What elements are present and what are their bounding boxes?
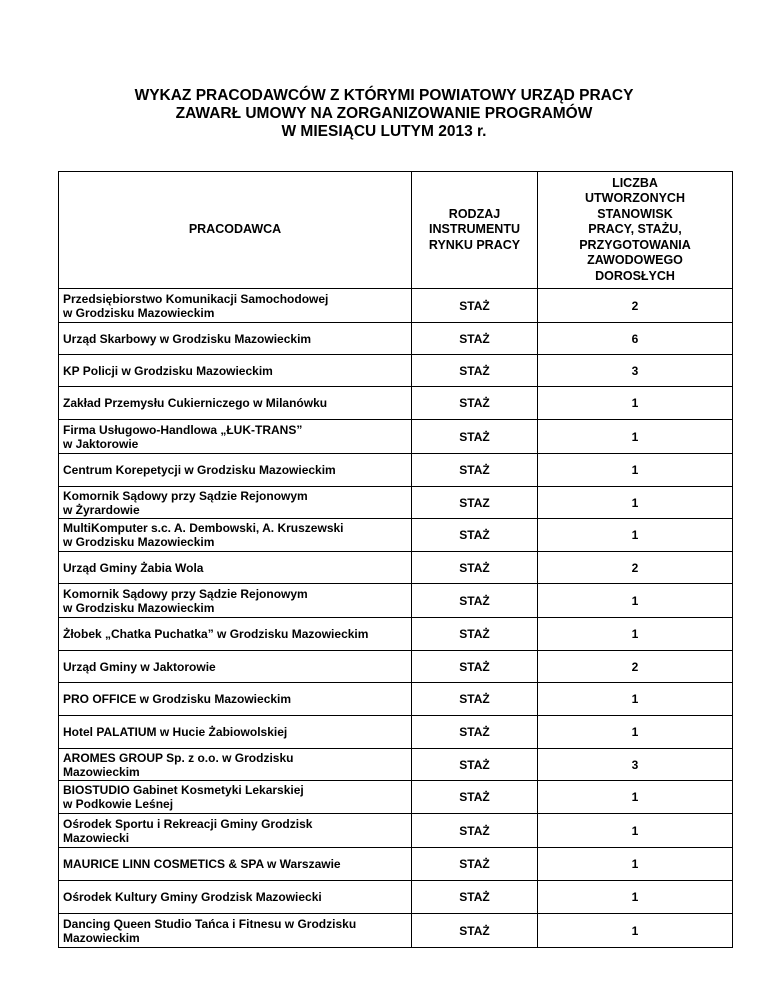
employer-cell [59,420,412,454]
instrument-cell: STAZ [412,487,538,519]
employer-cell [59,618,412,651]
employer-cell [59,323,412,355]
table-row [59,848,733,881]
header-count-line: PRZYGOTOWANIA [579,237,691,252]
document-title [0,87,768,141]
employer-name-line: Mazowiecki [63,830,130,845]
instrument-cell: STAŻ [412,781,538,814]
count-cell: 1 [538,914,733,948]
count-cell: 1 [538,487,733,519]
count-cell: 3 [538,749,733,781]
employer-name-line: Przedsiębiorstwo Komunikacji Samochodowej [63,291,329,306]
employer-cell [59,651,412,683]
employer-name-line: MAURICE LINN COSMETICS & SPA w Warszawie [63,857,341,871]
employer-cell [59,749,412,781]
table-row [59,454,733,487]
count-cell: 2 [538,651,733,683]
count-cell: 2 [538,552,733,584]
instrument-cell: STAŻ [412,584,538,618]
employer-name-line: PRO OFFICE w Grodzisku Mazowieckim [63,692,292,706]
instrument-cell: STAŻ [412,289,538,323]
instrument-cell: STAŻ [412,387,538,420]
instrument-cell: STAŻ [412,420,538,454]
employer-cell [59,914,412,948]
header-count-line: PRACY, STAŻU, [588,222,682,237]
instrument-cell: STAŻ [412,814,538,848]
count-cell: 1 [538,848,733,881]
employer-cell [59,454,412,487]
employer-name-line: Urząd Gminy Żabia Wola [63,560,204,575]
instrument-cell: STAŻ [412,519,538,552]
employer-name-line: Mazowieckim [63,930,140,945]
employer-cell [59,387,412,420]
table-row [59,552,733,584]
employer-name-line: KP Policji w Grodzisku Mazowieckim [63,363,273,378]
employer-cell [59,487,412,519]
employer-cell [59,289,412,323]
header-count-line: DOROSŁYCH [595,268,675,283]
employer-name-line: Ośrodek Sportu i Rekreacji Gminy Grodzisk [63,816,313,831]
header-count [538,172,733,289]
employer-cell [59,355,412,387]
table-row [59,355,733,387]
table-row [59,487,733,519]
table-row [59,914,733,948]
count-cell: 1 [538,683,733,716]
employer-name-line: Zakład Przemysłu Cukierniczego w Milanówku [63,396,328,410]
employer-name-line: Urząd Gminy w Jaktorowie [63,659,216,674]
table-row [59,749,733,781]
header-instrument-line: RYNKU PRACY [428,237,521,252]
count-cell: 2 [538,289,733,323]
instrument-cell: STAŻ [412,552,538,584]
employer-name-line: w Grodzisku Mazowieckim [63,535,215,549]
count-cell: 1 [538,814,733,848]
table-row [59,651,733,683]
table-row [59,289,733,323]
count-cell: 6 [538,323,733,355]
title-line-3: W MIESIĄCU LUTYM 2013 r. [281,123,487,140]
title-line-2: ZAWARŁ UMOWY NA ZORGANIZOWANIE PROGRAMÓW [175,105,593,122]
table-row [59,781,733,814]
instrument-cell: STAŻ [412,618,538,651]
count-cell: 1 [538,716,733,749]
table-row [59,683,733,716]
employer-name-line: Hotel PALATIUM w Hucie Żabiowolskiej [63,725,288,739]
header-instrument [412,172,538,289]
employer-cell [59,584,412,618]
instrument-cell: STAŻ [412,355,538,387]
employer-cell [59,552,412,584]
header-instrument-line: INSTRUMENTU [429,222,520,237]
header-count-line: UTWORZONYCH [585,191,685,206]
header-count-line: LICZBA [612,175,658,190]
employer-name-line: Dancing Queen Studio Tańca i Fitnesu w Grodzisku [63,916,357,931]
count-cell: 1 [538,420,733,454]
instrument-cell: STAŻ [412,323,538,355]
header-count-line: STANOWISK [597,206,673,221]
count-cell: 1 [538,584,733,618]
table-row [59,387,733,420]
employer-name-line: Żłobek „Chatka Puchatka” w Grodzisku Mazowieckim [63,627,369,641]
instrument-cell: STAŻ [412,848,538,881]
table-row [59,618,733,651]
count-cell: 1 [538,881,733,914]
employers-table [58,171,733,948]
table-row [59,420,733,454]
header-employer [59,172,412,289]
employer-cell [59,683,412,716]
count-cell: 1 [538,519,733,552]
employer-name-line: Urząd Skarbowy w Grodzisku Mazowieckim [63,331,312,346]
employer-name-line: Komornik Sądowy przy Sądzie Rejonowym [63,586,308,601]
header-instrument-line: RODZAJ [448,206,501,221]
count-cell: 1 [538,781,733,814]
instrument-cell: STAŻ [412,914,538,948]
employer-name-line: BIOSTUDIO Gabinet Kosmetyki Lekarskiej [63,783,304,797]
instrument-cell: STAŻ [412,454,538,487]
count-cell: 3 [538,355,733,387]
employer-cell [59,814,412,848]
table-row [59,584,733,618]
employer-cell [59,716,412,749]
header-employer-label: PRACODAWCA [188,222,282,237]
count-cell: 1 [538,618,733,651]
instrument-cell: STAŻ [412,716,538,749]
employer-cell [59,781,412,814]
table-row [59,814,733,848]
employer-name-line: w Grodzisku Mazowieckim [63,600,215,615]
instrument-cell: STAŻ [412,683,538,716]
employer-name-line: w Grodzisku Mazowieckim [63,305,215,320]
employer-name-line: Centrum Korepetycji w Grodzisku Mazowieckim [63,463,336,477]
table-row [59,323,733,355]
count-cell: 1 [538,454,733,487]
employer-name-line: Komornik Sądowy przy Sądzie Rejonowym [63,488,308,503]
count-cell: 1 [538,387,733,420]
title-line-1: WYKAZ PRACODAWCÓW Z KTÓRYMI POWIATOWY URZĄD PRACY [134,87,634,104]
table-body [59,289,733,948]
employer-name-line: w Podkowie Leśnej [63,797,174,811]
instrument-cell: STAŻ [412,881,538,914]
table-row [59,716,733,749]
employer-name-line: AROMES GROUP Sp. z o.o. w Grodzisku [63,750,294,765]
employer-cell [59,848,412,881]
header-count-line: ZAWODOWEGO [587,253,683,268]
employer-cell [59,881,412,914]
table-row [59,881,733,914]
employer-name-line: Firma Usługowo-Handlowa „ŁUK-TRANS” [63,422,303,437]
employer-name-line: w Jaktorowie [63,436,139,451]
instrument-cell: STAŻ [412,651,538,683]
employer-name-line: w Żyrardowie [63,502,140,517]
employer-name-line: MultiKomputer s.c. A. Dembowski, A. Kruszewski [63,521,344,535]
table-row [59,519,733,552]
employer-cell [59,519,412,552]
table-header-row [59,172,733,289]
employer-name-line: Ośrodek Kultury Gminy Grodzisk Mazowiecki [63,890,322,904]
instrument-cell: STAŻ [412,749,538,781]
employer-name-line: Mazowieckim [63,764,140,779]
